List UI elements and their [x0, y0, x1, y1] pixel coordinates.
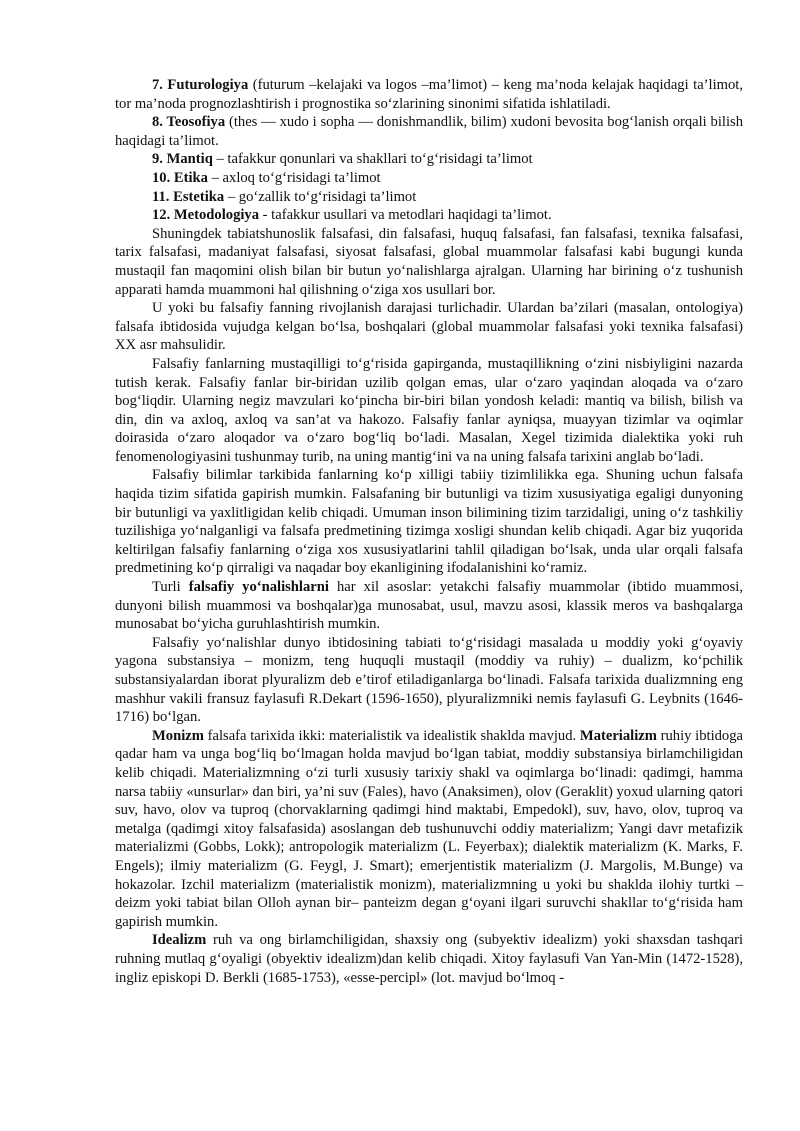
paragraph-text: (futurum –kelajaki va logos –ma’limot) – keng ma’noda kelajak haqidagi ta’limot, tor ma’noda prognozlashtirish i prognostika so‘zlarining sinonimi sifatida ishlatiladi. — [115, 77, 743, 112]
bold-term: 10. Etika — [152, 169, 208, 186]
bold-term: 9. Mantiq — [152, 151, 213, 168]
paragraph — [115, 188, 743, 207]
paragraph-text: Shuningdek tabiatshunoslik falsafasi, din falsafasi, huquq falsafasi, fan falsafasi, texnika falsafasi, tarix falsafasi, madaniyat falsafasi, siyosat falsafasi, global muammolar falsafasi kabi bugungi kunda mustaqil fan maqomini olish bilan bir butun yo‘nalishlarga ajralgan. Ularning har birining o‘z tushunish apparati hamda muammoni hal qilishning o‘ziga xos usullari bor. — [115, 225, 743, 298]
bold-term: Idealizm — [152, 932, 207, 949]
paragraph-text: Falsafiy yo‘nalishlar dunyo ibtidosining tabiati to‘g‘risidagi masalada u moddiy yoki g‘oyaviy yagona substansiya – monizm, teng huquqli mustaqil (moddiy va ruhiy) – dualizm, ko‘pchilik substansiyalardan iborat plyuralizm deb e’tirof etiladiganlarga bo‘linadi. Falsafa tarixida dualizmning eng mashhur vakili fransuz faylasufi R.Dekart (1596-1650), plyuralizmniki nemis faylasufi G. Leybnits (1646-1716) bo‘lgan. — [115, 634, 743, 726]
paragraph — [115, 76, 743, 113]
paragraph-text: – axloq to‘g‘risidagi ta’limot — [207, 169, 381, 186]
bold-term: Materializm — [579, 727, 657, 744]
bold-term: 11. Estetika — [152, 188, 225, 205]
paragraph-text: – go‘zallik to‘g‘risidagi ta’limot — [224, 188, 417, 205]
paragraph — [115, 206, 743, 225]
paragraph — [115, 299, 743, 355]
paragraph — [115, 634, 743, 727]
bold-term: Monizm — [152, 727, 204, 744]
paragraph — [115, 727, 743, 932]
paragraph-text: ruh va ong birlamchiligidan, shaxsiy ong (subyektiv idealizm) yoki shaxsdan tashqari ruhning mutlaq g‘oyaligi (obyektiv idealizm)dan kelib chiqadi. Xitoy faylasufi Van Yan-Min (1472-1528), ingliz episkopi D. Berkli (1685-1753), «esse-percipl» (lot. mavjud bo‘lmoq - — [115, 932, 743, 986]
paragraph-text: – tafakkur qonunlari va shakllari to‘g‘risidagi ta’limot — [212, 151, 533, 168]
paragraph — [115, 466, 743, 578]
paragraph-text: U yoki bu falsafiy fanning rivojlanish darajasi turlichadir. Ulardan ba’zilari (masalan, ontologiya) falsafa ibtidosida vujudga kelgan bo‘lsa, boshqalari (global muammolar falsafasi yoki texnika falsafasi) XX asr mahsulidir. — [115, 300, 743, 354]
bold-term: falsafiy yo‘nalishlarni — [188, 579, 329, 596]
bold-term: 12. Metodologiya — [152, 207, 260, 224]
paragraph — [115, 150, 743, 169]
paragraph — [115, 169, 743, 188]
paragraph-text: Falsafiy bilimlar tarkibida fanlarning ko‘p xilligi tabiiy tizimlilikka ega. Shuning uchun falsafa haqida tizim sifatida gapirish mumkin. Falsafaning bir butunligi va tizim xususiyatiga egaligi dunyoning bir butunligi va yaxlitligidan kelib chiqadi. Umuman inson bilimining tizim tarzidaligi, uning o‘z tashkiliy tuzilishiga yo‘nalganligi va falsafa predmetining tizimga xosligi shundan kelib chiqadi. Agar biz yuqorida keltirilgan falsafiy fanlarning o‘ziga xos xususiyatlarini tahlil qiladigan bo‘lsak, unda ular orqali falsafa predmetining ko‘p qirraligi va naqadar boy ekanligining ifodalanishini ko‘ramiz. — [115, 467, 743, 577]
paragraph-text: har xil asoslar: yetakchi falsafiy muammolar (ibtido muammosi, dunyoni bilish muammosi va boshqalar)ga munosabat, usul, mavzu asosi, klassik meros va bashqalarga munosabat bo‘yicha guruhlashtirish mumkin. — [115, 579, 743, 633]
paragraph-text: ruhiy ibtidoga qadar ham va unga bog‘liq bo‘lmagan holda mavjud bo‘lgan tabiat, moddiy substansiya birlamchiligidan kelib chiqadi. Materializmning o‘zi turli xususiy tarixiy shakl va oqimlarga bo‘linadi: qadimgi, hamma narsa tabiiy «unsurlar» dan biri, ya’ni suv (Fales), havo (Anaksimen), olov (Geraklit) yoxud ularning qatori suv, havo, olov va tuproq (chorvaklarning qadimgi hind maktabi, Empedokl), suv, havo, olov, tuproq va metalga (qadimgi xitoy falsafasida) asoslangan deb tushunuvchi oddiy materializm; Yangi davr metafizik materializmi (Gobbs, Lokk); antropologik materializm (L. Feyerbax); dialektik materializm (K. Marks, F. Engels); ilmiy materializm (G. Feygl, J. Smart); emerjentistik materializm (J. Margolis, M.Bunge) va hokazolar. Izchil materializm (materialistik monizm), materializmning u yoki bu shaklda ilohiy turtki – deizm yoki tabiat bilan Olloh aynan bir– panteizm degan g‘oyani ilgari suruvchi shakllar to‘g‘risida ham gapirish mumkin. — [115, 727, 744, 930]
paragraph-text: Turli — [152, 579, 189, 596]
paragraph — [115, 931, 743, 987]
paragraph-text: Falsafiy fanlarning mustaqilligi to‘g‘risida gapirganda, mustaqillikning o‘zini nisbiyligini nazarda tutish kerak. Falsafiy fanlar bir-biridan uzilib qolgan emas, ular o‘zaro yaqindan aloqada va o‘zaro bog‘liqdir. Ularning negiz mavzulari ko‘pincha bir-biri bilan yondosh keladi: mantiq va bilish, bilish va din, din va axloq, axloq va san’at va hakozo. Falsafiy fanlar ayniqsa, muayyan tizimlar va oqimlar doirasida o‘zaro aloqador va o‘zaro bog‘liq bo‘ladi. Masalan, Xegel tizimida dialektika yoki ruh fenomenologiyasini tushunmay turib, na uning mantig‘ini va na uning falsafa tarixini anglab bo‘ladi. — [115, 355, 743, 465]
bold-term: 7. Futurologiya — [152, 77, 249, 93]
paragraph-text: (thes — xudo i sopha — donishmandlik, bilim) xudoni bevosita bog‘lanish orqali bilish haqidagi ta’limot. — [115, 114, 743, 149]
bold-term: 8. Teosofiya — [152, 114, 226, 131]
paragraph-text: falsafa tarixida ikki: materialistik va idealistik shaklda mavjud. — [203, 727, 580, 744]
paragraph — [115, 225, 743, 299]
paragraph — [115, 113, 743, 150]
paragraph — [115, 355, 743, 467]
paragraph-text: - tafakkur usullari va metodlari haqidagi ta’limot. — [259, 207, 552, 224]
paragraph — [115, 578, 743, 634]
